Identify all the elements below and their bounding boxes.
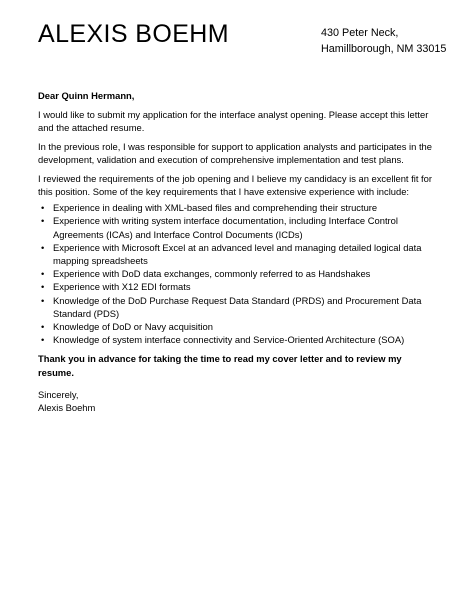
paragraph-intro: I would like to submit my application for the interface analyst opening. Please accept this letter and the attached resume. bbox=[38, 108, 429, 133]
salutation: Dear Quinn Hermann, bbox=[38, 90, 135, 101]
signoff: Sincerely, bbox=[38, 388, 79, 400]
signature-name: Alexis Boehm bbox=[38, 402, 96, 414]
list-item bbox=[38, 241, 440, 267]
requirement-text: Experience in dealing with XML-based files and comprehending their structure bbox=[53, 202, 378, 214]
requirement-text: Knowledge of DoD or Navy acquisition bbox=[53, 321, 213, 333]
list-item bbox=[38, 320, 440, 333]
list-item bbox=[38, 280, 440, 293]
requirement-text: Experience with DoD data exchanges, commonly referred to as Handshakes bbox=[53, 268, 371, 280]
letter-body bbox=[38, 89, 440, 414]
applicant-address bbox=[321, 25, 446, 57]
address-line-1: 430 Peter Neck, bbox=[321, 27, 399, 39]
bullet-icon: • bbox=[41, 294, 45, 306]
bullet-icon: • bbox=[41, 241, 45, 253]
requirement-text: Knowledge of system interface connectivity and Service-Oriented Architecture (SOA) bbox=[53, 334, 405, 346]
requirement-text: Experience with Microsoft Excel at an advanced level and managing detailed logical data mapping spreadsheets bbox=[53, 241, 422, 267]
paragraph-previous-role: In the previous role, I was responsible for support to application analysts and participates in the development, validation and execution of comprehensive implementation and test plans. bbox=[38, 140, 432, 165]
applicant-name: ALEXIS BOEHM bbox=[38, 20, 229, 48]
bullet-icon: • bbox=[41, 202, 45, 214]
bullet-icon: • bbox=[41, 281, 45, 293]
requirement-text: Experience with writing system interface documentation, including Interface Control Agreements (ICAs) and Interface Control Documents (ICDs) bbox=[53, 215, 398, 240]
paragraph-requirements-intro: I reviewed the requirements of the job opening and I believe my candidacy is an excellent fit for this position. Some of the key requirements that I have extensive experience with include: bbox=[38, 172, 432, 197]
requirement-text: Knowledge of the DoD Purchase Request Data Standard (PRDS) and Procurement Data Standard (PDS) bbox=[53, 294, 422, 319]
bullet-icon: • bbox=[41, 215, 45, 227]
bullet-icon: • bbox=[41, 334, 45, 346]
list-item bbox=[38, 214, 440, 240]
bullet-icon: • bbox=[41, 268, 45, 280]
list-item bbox=[38, 333, 440, 346]
list-item bbox=[38, 294, 440, 320]
list-item bbox=[38, 267, 440, 280]
requirement-text: Experience with X12 EDI formats bbox=[53, 281, 191, 293]
list-item bbox=[38, 201, 440, 214]
address-line-2: Hamillborough, NM 33015 bbox=[321, 43, 447, 55]
closing-thanks: Thank you in advance for taking the time to read my cover letter and to review my resume. bbox=[38, 353, 402, 378]
bullet-icon: • bbox=[41, 321, 45, 333]
requirements-list bbox=[38, 201, 440, 346]
